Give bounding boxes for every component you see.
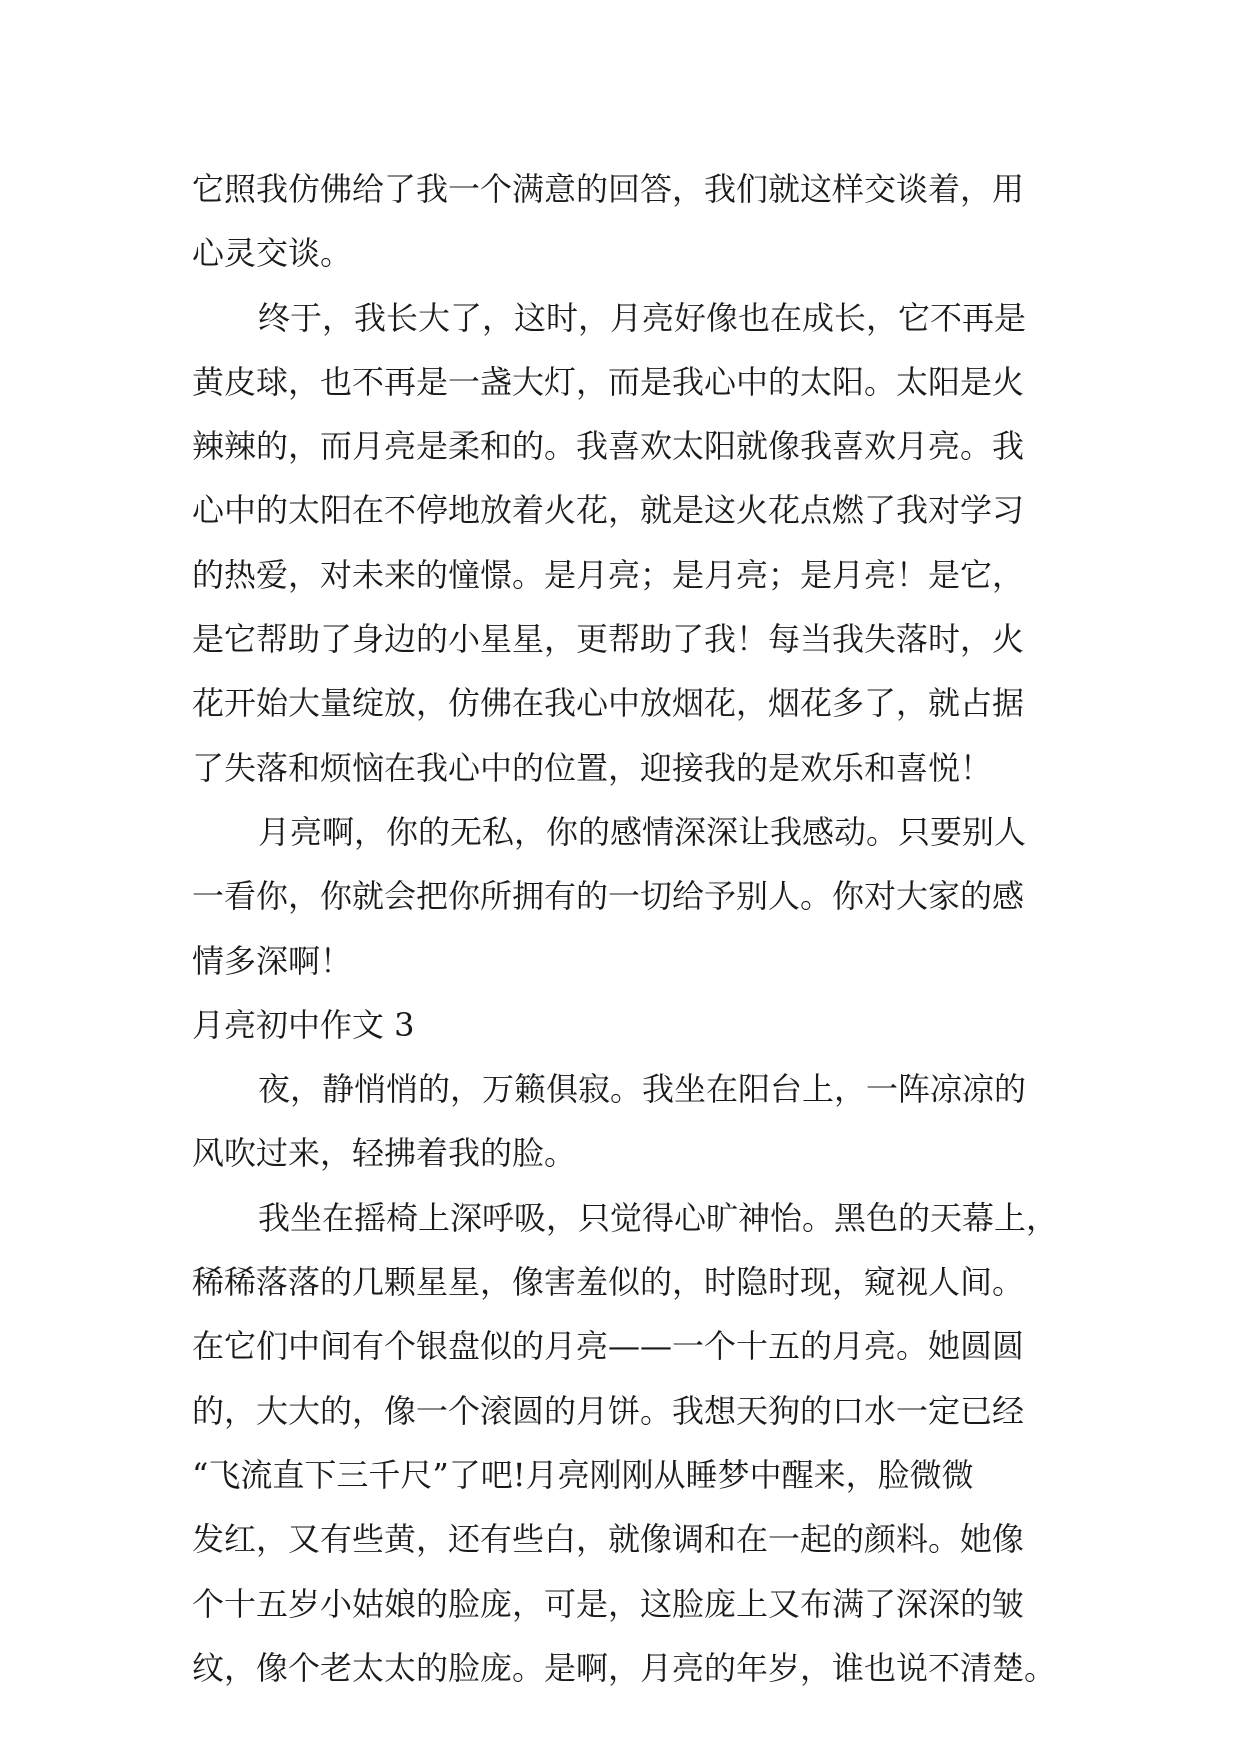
text-line: 了失落和烦恼在我心中的位置，迎接我的是欢乐和喜悦！ — [192, 748, 993, 787]
section-heading: 月亮初中作文 3 — [192, 1005, 415, 1044]
text-line: 心中的太阳在不停地放着火花，就是这火花点燃了我对学习 — [192, 491, 1025, 530]
text-line: 的，大大的，像一个滚圆的月饼。我想天狗的口水一定已经 — [192, 1391, 1025, 1430]
text-line: 心灵交谈。 — [192, 234, 353, 273]
text-line: 风吹过来，轻拂着我的脸。 — [192, 1134, 577, 1173]
text-line: 一看你，你就会把你所拥有的一切给予别人。你对大家的感 — [192, 877, 1025, 916]
text-line: 终于，我长大了，这时，月亮好像也在成长，它不再是 — [258, 298, 1027, 337]
text-line: 辣辣的，而月亮是柔和的。我喜欢太阳就像我喜欢月亮。我 — [192, 427, 1025, 466]
text-line: 在它们中间有个银盘似的月亮——一个十五的月亮。她圆圆 — [192, 1327, 1025, 1366]
text-line: 月亮啊，你的无私，你的感情深深让我感动。只要别人 — [258, 812, 1027, 851]
document-body — [192, 157, 1059, 1700]
text-line: 黄皮球，也不再是一盏大灯，而是我心中的太阳。太阳是火 — [192, 362, 1025, 401]
paragraph — [192, 1186, 1059, 1700]
text-line: 它照我仿佛给了我一个满意的回答，我们就这样交谈着，用 — [192, 170, 1025, 208]
text-line: 情多深啊！ — [192, 941, 353, 980]
text-line: 纹，像个老太太的脸庞。是啊，月亮的年岁，谁也说不清楚。 — [192, 1648, 1057, 1687]
text-line: 花开始大量绽放，仿佛在我心中放烟花，烟花多了，就占据 — [192, 684, 1025, 723]
paragraph — [192, 157, 1052, 286]
text-line: 稀稀落落的几颗星星，像害羞似的，时隐时现，窥视人间。 — [192, 1263, 1025, 1302]
text-line: 个十五岁小姑娘的脸庞，可是，这脸庞上又布满了深深的皱 — [192, 1584, 1025, 1623]
paragraph — [192, 1057, 1052, 1186]
text-line: “飞流直下三千尺”了吧!月亮刚刚从睡梦中醒来，脸微微 — [192, 1455, 974, 1494]
paragraph — [192, 286, 1052, 800]
paragraph — [192, 800, 1052, 993]
text-line: 的热爱，对未来的憧憬。是月亮；是月亮；是月亮！是它， — [192, 555, 1025, 594]
text-line: 我坐在摇椅上深呼吸，只觉得心旷神怡。黑色的天幕上， — [258, 1198, 1059, 1237]
text-line: 是它帮助了身边的小星星，更帮助了我！每当我失落时，火 — [192, 620, 1025, 659]
text-line: 夜，静悄悄的，万籁俱寂。我坐在阳台上，一阵凉凉的 — [258, 1070, 1027, 1109]
text-line: 发红，又有些黄，还有些白，就像调和在一起的颜料。她像 — [192, 1520, 1025, 1559]
